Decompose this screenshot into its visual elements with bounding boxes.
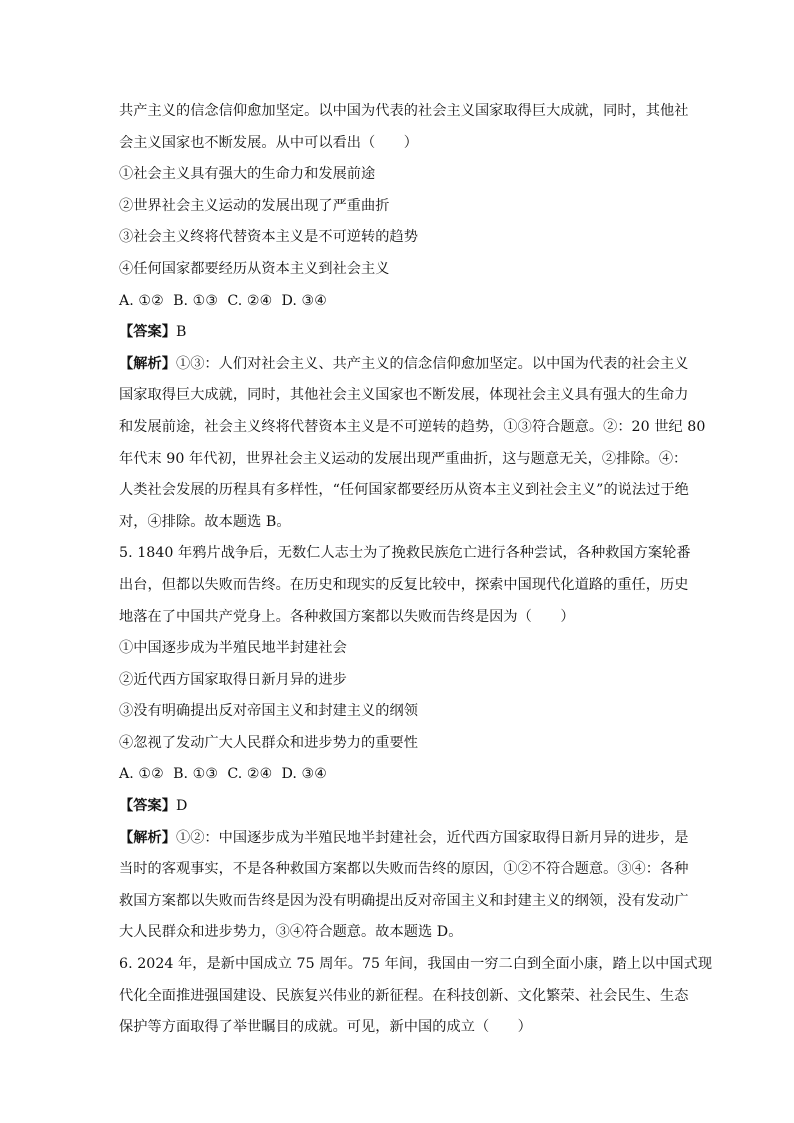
q5-answer	[119, 791, 677, 823]
q5-choices: A. ①② B. ①③ C. ②④ D. ③④	[119, 766, 328, 783]
analysis-label: 【解析】	[119, 355, 176, 372]
q5-option-1: ①中国逐步成为半殖民地半封建社会	[119, 640, 347, 657]
q6-stem-line-3: 保护等方面取得了举世瞩目的成就。可见，新中国的成立（ ）	[119, 1019, 532, 1036]
answer-label: 【答案】	[119, 798, 176, 815]
answer-value: B	[175, 324, 187, 341]
q5-option-2: ②近代西方国家取得日新月异的进步	[119, 671, 347, 688]
q4-option-2: ②世界社会主义运动的发展出现了严重曲折	[119, 197, 390, 214]
q6-stem-line-1: 6. 2024 年，是新中国成立 75 周年。75 年间，我国由一穷二白到全面小康，踏上以中国式现	[119, 956, 713, 973]
q4-option-3: ③社会主义终将代替资本主义是不可逆转的趋势	[119, 229, 418, 246]
q4-analysis-line-4: 年代末 90 年代初，世界社会主义运动的发展出现严重曲折，这与题意无关，②排除。④：	[119, 450, 688, 467]
document-page	[119, 96, 713, 1044]
q5-analysis-line-3: 救国方案都以失败而告终是因为没有明确提出反对帝国主义和封建主义的纲领，没有发动广	[119, 892, 689, 909]
q4-answer	[119, 317, 677, 349]
q5-analysis-line-1	[119, 823, 689, 855]
analysis-text: ①③：人们对社会主义、共产主义的信念信仰愈加坚定。以中国为代表的社会主义	[175, 355, 689, 372]
q6-stem-line-2: 代化全面推进强国建设、民族复兴伟业的新征程。在科技创新、文化繁荣、社会民生、生态	[119, 987, 689, 1004]
answer-value: D	[175, 798, 188, 815]
q4-choices: A. ①② B. ①③ C. ②④ D. ③④	[119, 292, 328, 309]
analysis-label: 【解析】	[119, 829, 176, 846]
q5-analysis-line-4: 大人民群众和进步势力，③④符合题意。故本题选 D。	[119, 924, 463, 941]
q5-stem-line-3: 地落在了中国共产党身上。各种救国方案都以失败而告终是因为（ ）	[119, 608, 575, 625]
q4-analysis-line-1	[119, 349, 689, 381]
q5-stem-line-2: 出台，但都以失败而告终。在历史和现实的反复比较中，探索中国现代化道路的重任，历史	[119, 576, 689, 593]
analysis-text: ①②：中国逐步成为半殖民地半封建社会，近代西方国家取得日新月异的进步，是	[175, 829, 689, 846]
q4-analysis-line-2: 国家取得巨大成就，同时，其他社会主义国家也不断发展，体现社会主义具有强大的生命力	[119, 387, 689, 404]
q5-analysis-line-2: 当时的客观事实，不是各种救国方案都以失败而告终的原因，①②不符合题意。③④：各种	[119, 861, 689, 878]
q4-analysis-line-5: 人类社会发展的历程具有多样性，“任何国家都要经历从资本主义到社会主义”的说法过于绝	[119, 482, 689, 499]
q4-analysis-line-6: 对，④排除。故本题选 B。	[119, 513, 291, 530]
q4-stem-line-1: 共产主义的信念信仰愈加坚定。以中国为代表的社会主义国家取得巨大成就，同时，其他社	[119, 103, 689, 119]
q5-stem-line-1: 5. 1840 年鸦片战争后，无数仁人志士为了挽救民族危亡进行各种尝试，各种救国方案轮番	[119, 545, 691, 562]
q4-option-1: ①社会主义具有强大的生命力和发展前途	[119, 166, 376, 183]
q4-stem-line-2: 会主义国家也不断发展。从中可以看出（ ）	[119, 134, 418, 151]
q5-option-4: ④忽视了发动广大人民群众和进步势力的重要性	[119, 734, 418, 751]
q5-option-3: ③没有明确提出反对帝国主义和封建主义的纲领	[119, 703, 418, 720]
q4-option-4: ④任何国家都要经历从资本主义到社会主义	[119, 260, 390, 277]
answer-label: 【答案】	[119, 324, 176, 341]
q4-analysis-line-3: 和发展前途，社会主义终将代替资本主义是不可逆转的趋势，①③符合题意。②：20 世纪 80	[119, 418, 706, 435]
